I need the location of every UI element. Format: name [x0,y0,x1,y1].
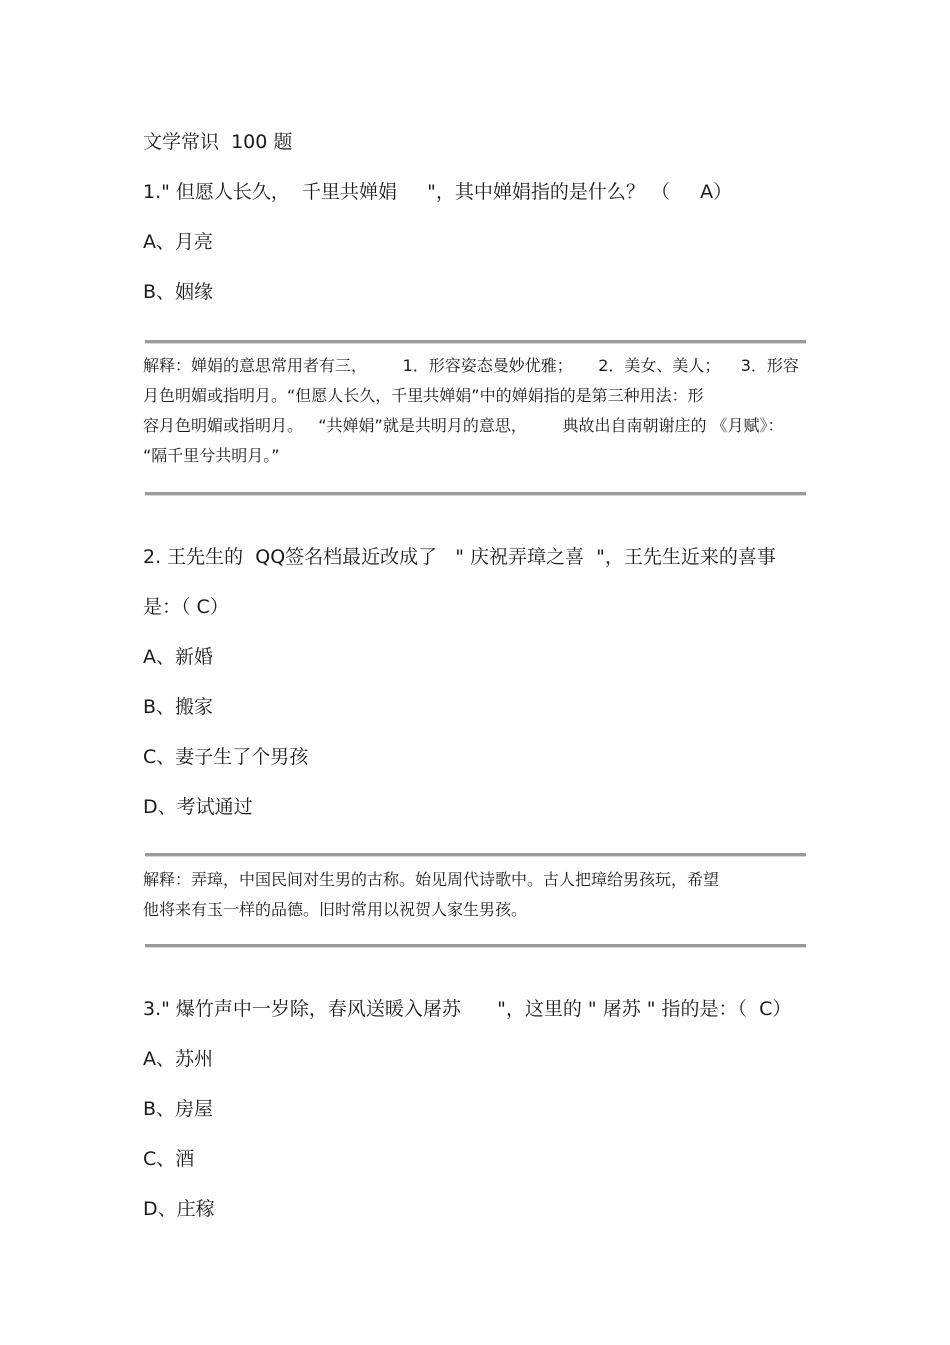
question-2-option-c: C、妻子生了个男孩 [143,746,309,768]
explanation-2-line-2: 他将来有玉一样的品德。旧时常用以祝贺人家生男孩。 [143,900,528,919]
question-3-stem: 3." 爆竹声中一岁除，春风送暖入屠苏 "，这里的 " 屠苏 " 指的是：（ C） [143,998,792,1020]
explanation-1-bottom-rule [145,492,806,496]
explanation-2-bottom-rule [145,944,806,948]
question-2-option-a: A、新婚 [143,646,213,668]
document-title: 文学常识 100 题 [143,131,293,153]
question-3-option-c: C、酒 [143,1148,195,1170]
explanation-2-top-rule [145,853,806,857]
question-3-option-d: D、庄稼 [143,1198,215,1220]
question-2-option-d: D、考试通过 [143,796,253,818]
question-1-stem: 1." 但愿人长久， 千里共婵娟 "，其中婵娟指的是什么？ （ A） [143,181,733,203]
question-2-stem-line-1: 2. 王先生的 QQ签名档最近改成了 " 庆祝弄璋之喜 "，王先生近来的喜事 [143,546,776,568]
question-2-stem-line-2: 是：（ C） [143,596,229,618]
explanation-1-line-1: 解释：婵娟的意思常用者有三， 1．形容姿态曼妙优雅； 2．美女、美人； 3．形容 [143,356,799,375]
question-3-option-a: A、苏州 [143,1048,213,1070]
question-1-option-b: B、姻缘 [143,281,214,303]
question-2-option-b: B、搬家 [143,696,214,718]
explanation-1-line-4: “隔千里兮共明月。” [143,446,280,465]
question-1-option-a: A、月亮 [143,231,213,253]
explanation-1-line-3: 容月色明媚或指明月。 “共婵娟”就是共明月的意思， 典故出自南朝谢庄的 《月赋》： [143,416,784,435]
explanation-1-line-2: 月色明媚或指明月。“但愿人长久，千里共婵娟”中的婵娟指的是第三种用法：形 [143,386,704,405]
explanation-1-top-rule [145,340,806,344]
explanation-2-line-1: 解释：弄璋，中国民间对生男的古称。始见周代诗歌中。古人把璋给男孩玩，希望 [143,870,720,889]
question-3-option-b: B、房屋 [143,1098,214,1120]
